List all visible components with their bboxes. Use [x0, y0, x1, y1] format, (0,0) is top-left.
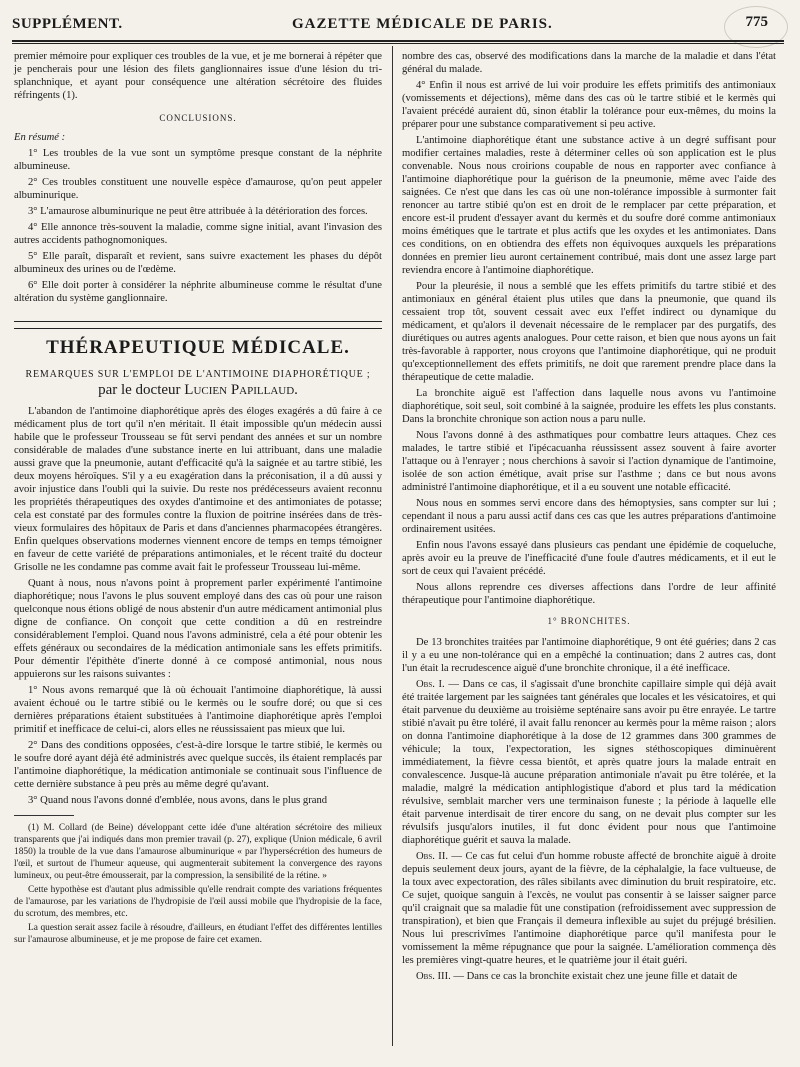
footnote-paragraph: La question serait assez facile à résoudre, d'ailleurs, en étudiant l'effet des différentes lentilles sur l'amaurose albumineuse, et je me propose de faire cet examen. [14, 923, 382, 945]
right-column [402, 50, 776, 986]
header-left: SUPPLÉMENT. [12, 16, 123, 32]
subsection-heading: 1° BRONCHITES. [547, 616, 631, 626]
conclusions-heading: CONCLUSIONS. [159, 113, 237, 123]
footnote-paragraph: (1) M. Collard (de Beine) développant cette idée d'une altération sécrétoire des milieux transparents que j'ai indiqués dans mon premier travail (p. 27), explique (Union médicale, 6 avril 1850) la trouble de la vue dans l'amaurose albuminurique « par l'hypersécrétion des humeurs de l'œil, et surtout de l'humeur aqueuse, qui augmenterait subitement la convergence des rayons lumineux, ou peut-être émousserait, par la compression, la sensibilité de la rétine. » [14, 823, 382, 881]
body-paragraph: Pour la pleurésie, il nous a semblé que les effets primitifs du tartre stibié et des antimoniaux en général étaient plus utiles que dans la pneumonie, que quand ils cessaient trop tôt, souvent cessait avec eux l'effet indirect ou dynamique du médicament, et qu'alors il devenait nécessaire de le remplacer par des purgatifs, des diurétiques ou autres agents analogues. Pour cette raison, et bien que nous ayons un fait très-favorable à rapporter, nous croyons que l'antimoine diaphorétique, qui ne produit qu'exceptionnellement des effets primitifs, ne doit que rarement prendre place dans la thérapeutique de cette maladie. [402, 281, 776, 383]
body-paragraph: L'abandon de l'antimoine diaphorétique après des éloges exagérés a dû faire à ce médicament plus de tort qu'il n'en méritait. Il était impossible qu'un médecin aussi habile que le professeur Trousseau se fût servi pendant des années et sur un nombre considérable de malades d'une substance inerte en lui attribuant, dans une maladie aussi grave que la pneumonie, autant d'efficacité qu'à la saignée et au tartre stibié, les deux moyens héroïques. S'il y a eu exagération dans la préconisation, il a dû aussi y avoir injustice dans l'oubli qui la suivie. Du reste nos prédécesseurs avaient reconnu les propriétés thérapeutiques des oxydes d'antimoine et des antimoniates de potasse; cela est constaté par des formules contre la fluxion de poitrine insérées dans de très-vieux formulaires des hôpitaux de Paris et dans d'anciennes pharmacopées étrangères. Enfin quelques observations modernes viennent encore de temps en temps témoigner en faveur de cette variété de préparations antimoniales, et le récent traité du docteur Grisolle ne les condamne pas comme avait fait le professeur Trousseau lui-même. [14, 406, 382, 573]
conclusion-item: 4° Elle annonce très-souvent la maladie, comme signe initial, avant l'invasion des autres accidents pathognomoniques. [14, 222, 382, 246]
article-title: REMARQUES SUR L'EMPLOI DE L'ANTIMOINE DIAPHORÉTIQUE ; [25, 369, 371, 380]
observation-paragraph [402, 970, 776, 983]
observation-paragraph [402, 678, 776, 847]
observation-label: Obs. II. [416, 851, 448, 862]
body-paragraph: 3° Quand nous l'avons donné d'emblée, nous avons, dans le plus grand [28, 795, 328, 806]
body-paragraph: Nous l'avons donné à des asthmatiques pour combattre leurs attaques. Chez ces malades, le tartre stibié et l'ipécacuanha réussissent assez souvent à faire avorter l'attaque ou à l'enrayer ; nous cherchions à savoir si l'action dynamique de l'antimoine, isolée de son action émétique, avait prise sur l'asthme ; dans ce but nous avons administré l'antimoine diaphorétique, et il a eu souvent une notable efficacité. [402, 430, 776, 493]
article-author [14, 384, 382, 397]
intro-paragraph: premier mémoire pour expliquer ces troubles de la vue, et je me bornerai à répéter que je pencherais pour une lésion des filets ganglionnaires issue d'une lésion du tri-splanchnique, et ayant pour conséquence une altération sécrétoire des fluides réfringents (1). [14, 51, 382, 101]
author-prefix: par le docteur [98, 382, 181, 398]
observation-paragraph [402, 850, 776, 967]
conclusion-item: 1° Les troubles de la vue sont un symptôme presque constant de la néphrite albumineuse. [14, 148, 382, 172]
observation-label: Obs. III. [416, 971, 451, 982]
body-paragraph: La bronchite aiguë est l'affection dans laquelle nous avons vu l'antimoine diaphorétique, soit seul, soit combiné à la saignée, produire les effets les plus constants. Dans la bronchite chronique son action nous a paru nulle. [402, 388, 776, 425]
body-paragraph: 4° Enfin il nous est arrivé de lui voir produire les effets primitifs des antimoniaux (vomissements et déjections), même dans des cas où le tartre stibié et le kermès qui l'avaient précédé auraient dû, sinon établir la tolérance pour eux-mêmes, du moins la préparer pour une substance comparativement si peu active. [402, 80, 776, 130]
body-paragraph: nombre des cas, observé des modifications dans la marche de la maladie et dans l'état général du malade. [402, 51, 776, 75]
section-title: THÉRAPEUTIQUE MÉDICALE. [46, 337, 350, 358]
observation-text: — Ce cas fut celui d'un homme robuste affecté de bronchite aiguë à droite depuis seulement deux jours, ayant de la fièvre, de la céphalalgie, la face vultueuse, de la toux avec expectoration, des râles sibilants avec diminution du bruit respiratoire, etc. Ce sujet, quoique sanguin à l'excès, ne voulut pas consentir à se laisser saigner parce qu'il craignait que sa maladie fût une constipation (refroidissement avec suppression de transpiration), et bien que Français il demeura inflexible au sujet du préjugé brésilien. Nous lui prescrivîmes l'antimoine diaphorétique parce qu'il manifesta pour le vomissement la même répugnance que pour la saignée. L'amélioration commença dès les premières vingt-quatre heures, et le quatrième jour il était guéri. [402, 851, 776, 966]
section-separator [14, 321, 382, 329]
resume-label: En résumé : [14, 132, 66, 143]
conclusion-item: 2° Ces troubles constituent une nouvelle espèce d'amaurose, qu'on peut appeler albuminurique. [14, 177, 382, 201]
summary-paragraph: De 13 bronchites traitées par l'antimoine diaphorétique, 9 ont été guéries; dans 2 cas il y a eu une non-tolérance qui en a empêché la continuation; dans 2 autres cas, dont l'un était la recrudescence aiguë d'une bronchite chronique, il a été inefficace. [402, 637, 776, 674]
body-paragraph: Nous allons reprendre ces diverses affections dans l'ordre de leur affinité thérapeutique pour l'antimoine diaphorétique. [402, 582, 776, 606]
body-paragraph: 1° Nous avons remarqué que là où échouait l'antimoine diaphorétique, là aussi avaient échoué ou le tartre stibié ou le kermès ou le soufre doré; ou que si ces dernières préparations étaient substituées à l'antimoine diaphorétique après l'emploi primitif et inefficace de celui-ci, alors elles ne réussissaient pas mieux que lui. [14, 685, 382, 735]
conclusion-item: 5° Elle paraît, disparaît et revient, sans suivre exactement les phases du dépôt albumineux des urines ou de l'œdème. [14, 251, 382, 275]
footnote-paragraph: Cette hypothèse est d'autant plus admissible qu'elle rendrait compte des variations fréquentes de l'amaurose, par les variations de l'hydropisie de l'œil aussi mobile que l'hydropisie de la face, du scrotum, des membres, etc. [14, 885, 382, 919]
page-number: 775 [745, 14, 768, 30]
page-header [12, 14, 782, 40]
left-column [14, 50, 382, 948]
footnote-rule [14, 815, 74, 816]
observation-label: Obs. I. [416, 679, 445, 690]
body-paragraph: L'antimoine diaphorétique étant une substance active à un degré suffisant pour modifier certaines maladies, reste à déterminer celles où son application est le plus convenable. Nous nous croirions coupable de nous en rapporter avec confiance à l'antimoine diaphorétique pour la guérison de la pneumonie, même avec l'aide des saignées. Ce n'est que dans les cas où une non-tolérance impossible à surmonter fait renoncer au tartre stibié qu'on est en droit de le remplacer par cette préparation, et encore est-il prudent d'essayer avant du kermès et du soufre doré comme antimoniaux moins émétiques que le tartrate et plus actifs que les oxydes et les antimoniates. Dans ces conditions, on en obtiendra des effets non équivoques auxquels les préparations données en premier lieu auront certainement contribué, mais dont une assez large part reviendra encore à l'antimoine diaphorétique. [402, 135, 776, 276]
author-name: Lucien Papillaud. [184, 382, 298, 398]
column-divider [392, 46, 393, 1046]
body-paragraph: Enfin nous l'avons essayé dans plusieurs cas pendant une épidémie de coqueluche, après avoir eu la preuve de l'inefficacité d'une foule d'autres médicaments, et il eut le sort de ceux qui l'avaient précédé. [402, 540, 776, 577]
body-paragraph: Quant à nous, nous n'avons point à proprement parler expérimenté l'antimoine diaphorétique; nous l'avons le plus souvent employé dans des cas où pour une raison quelconque nous étions obligé de nous abstenir d'un autre médicament antimonial plus digne de confiance. On conçoit que cette condition a dû en restreindre considérablement l'emploi. Quand nous l'avons administré, cela a été pour obtenir les effets généraux ou secondaires de la médication antimoniale sans les effets primitifs. Pour démentir l'épithète d'inerte donné à ce composé antimonial, nous nous appuierons sur les raisons suivantes : [14, 578, 382, 680]
observation-text: — Dans ce cas la bronchite existait chez une jeune fille et datait de [450, 971, 738, 982]
body-paragraph: 2° Dans des conditions opposées, c'est-à-dire lorsque le tartre stibié, le kermès ou le soufre doré ayant déjà été administrés avec quelque succès, ils étaient remplacés par l'antimoine diaphorétique, la médication antimoniale se continuait sous l'influence de cette dernière substance à peu près au même degré qu'avant. [14, 740, 382, 790]
conclusion-item: 3° L'amaurose albuminurique ne peut être attribuée à la détérioration des forces. [28, 206, 368, 217]
body-paragraph: Nous nous en sommes servi encore dans des hémoptysies, sans compter sur lui ; cependant il nous a paru aussi actif dans ces cas que les autres préparations d'antimoine ordinairement usitées. [402, 498, 776, 535]
header-rule-thin [12, 43, 784, 44]
header-rule [12, 40, 784, 42]
observation-text: — Dans ce cas, il s'agissait d'une bronchite capillaire simple qui déjà avait été traitée largement par les saignées tant générales que locales et les vésicatoires, et qui était parvenue du deuxième au troisième septénaire sans avoir pu être enrayée. Le tartre stibié n'avait pu être toléré, il avait fallu renoncer au kermès pour la même raison ; alors on donna l'antimoine diaphorétique à la dose de 12 grammes dans 300 grammes de véhicule; la toux, l'expectoration, les signes stéthoscopiques diminuèrent immédiatement, la fièvre cessa bientôt, et après quatre jours la malade entrait en convalescence. Jusque-là aucune préparation antimoniale n'avait pu être tolérée, et la maladie, malgré la médication antiphlogistique d'abord et plus tard la médication révulsive, semblait marcher vers une terminaison funeste ; la période à laquelle elle était parvenue interdisait de tirer encore du sang, on ne devait plus compter sur les révulsifs jusqu'alors inutiles, il fut donc évident pour nous que l'antimoine diaphorétique guérit et sauva la malade. [402, 679, 777, 846]
footnotes [14, 822, 382, 946]
header-journal-title: GAZETTE MÉDICALE DE PARIS. [292, 16, 553, 32]
conclusion-item: 6° Elle doit porter à considérer la néphrite albumineuse comme le résultat d'une altération du système ganglionnaire. [14, 280, 382, 304]
